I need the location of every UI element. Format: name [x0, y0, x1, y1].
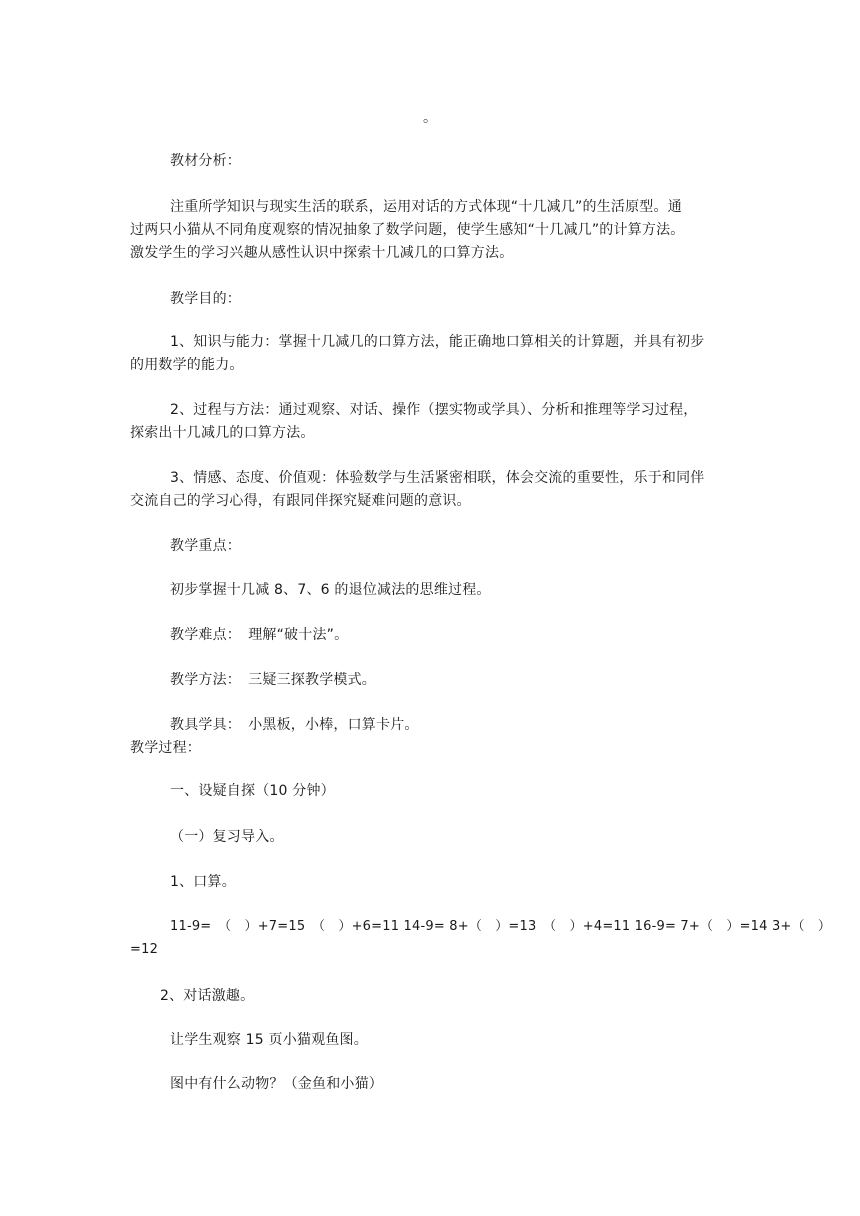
goal-1-line-1: 1、知识与能力：掌握十几减几的口算方法，能正确地口算相关的计算题，并具有初步 [170, 334, 705, 350]
tools-text: 教具学具： 小黑板，小棒，口算卡片。 [170, 717, 419, 733]
goals-heading: 教学目的： [170, 291, 241, 307]
question-text: 图中有什么动物？（金鱼和小猫） [170, 1076, 383, 1092]
goal-2-line-2: 探索出十几减几的口算方法。 [130, 425, 315, 441]
goal-2-line-1: 2、过程与方法：通过观察、对话、操作（摆实物或学具）、分析和推理等学习过程， [170, 402, 698, 418]
key-heading: 教学重点： [170, 538, 241, 554]
oral-calc-heading: 1、口算。 [170, 874, 236, 890]
top-mark: 。 [423, 110, 437, 126]
step-1-subheading: （一）复习导入。 [170, 829, 284, 845]
difficulty-text: 教学难点： 理解“破十法”。 [170, 627, 349, 643]
calc-line-2: =12 [130, 942, 159, 957]
goal-1-line-2: 的用数学的能力。 [130, 357, 244, 373]
dialog-heading: 2、对话激趣。 [160, 988, 255, 1004]
analysis-heading: 教材分析： [170, 153, 241, 169]
analysis-line-2: 过两只小猫从不同角度观察的情况抽象了数学问题，使学生感知“十几减几”的计算方法。 [130, 222, 685, 238]
key-text: 初步掌握十几减 8、7、6 的退位减法的思维过程。 [170, 582, 491, 598]
analysis-line-1: 注重所学知识与现实生活的联系，运用对话的方式体现“十几减几”的生活原型。通 [170, 199, 682, 215]
process-heading: 教学过程： [130, 740, 201, 756]
observe-text: 让学生观察 15 页小猫观鱼图。 [170, 1032, 368, 1048]
goal-3-line-1: 3、情感、态度、价值观：体验数学与生活紧密相联，体会交流的重要性，乐于和同伴 [170, 470, 705, 486]
step-1-heading: 一、设疑自探（10 分钟） [170, 783, 335, 799]
analysis-line-3: 激发学生的学习兴趣从感性认识中探索十几减几的口算方法。 [130, 245, 514, 261]
calc-line-1: 11-9= （ ）+7=15 （ ）+6=11 14-9= 8+（ ）=13 （ ）+4=11 16-9= 7+（ ）=14 3+（ ） [170, 919, 832, 934]
method-text: 教学方法： 三疑三探教学模式。 [170, 672, 376, 688]
goal-3-line-2: 交流自己的学习心得，有跟同伴探究疑难问题的意识。 [130, 493, 471, 509]
